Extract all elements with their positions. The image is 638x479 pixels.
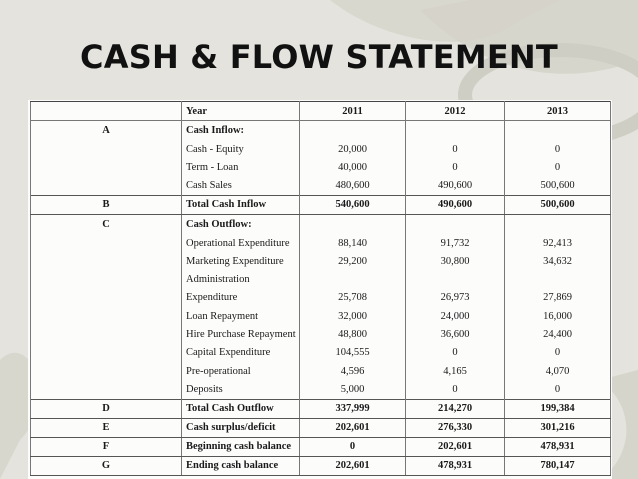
row-key-cell <box>31 252 182 270</box>
value-cell-2011 <box>300 270 406 288</box>
table-row <box>31 307 611 325</box>
row-key-cell <box>31 140 182 158</box>
row-key-cell <box>31 289 182 307</box>
value-cell-2012: 24,000 <box>406 307 505 325</box>
row-label-cell: Hire Purchase Repayment <box>182 325 300 343</box>
value-cell-2013: 0 <box>505 344 611 362</box>
table-row <box>31 158 611 176</box>
table-row <box>31 252 611 270</box>
value-cell-2011: 104,555 <box>300 344 406 362</box>
row-label-cell: Cash Inflow: <box>182 121 300 141</box>
value-cell-2013: 92,413 <box>505 234 611 252</box>
header-year-2013: 2013 <box>505 102 611 121</box>
value-cell-2012: 0 <box>406 380 505 399</box>
row-label-cell: Term - Loan <box>182 158 300 176</box>
row-key-cell <box>31 362 182 380</box>
table-row <box>31 140 611 158</box>
value-cell-2011: 32,000 <box>300 307 406 325</box>
value-cell-2013: 301,216 <box>505 418 611 437</box>
total-row <box>31 399 611 418</box>
value-cell-2013: 4,070 <box>505 362 611 380</box>
value-cell-2012: 0 <box>406 158 505 176</box>
total-row <box>31 456 611 475</box>
table-row <box>31 362 611 380</box>
value-cell-2013 <box>505 214 611 234</box>
value-cell-2013: 27,869 <box>505 289 611 307</box>
value-cell-2011: 40,000 <box>300 158 406 176</box>
value-cell-2012 <box>406 121 505 141</box>
row-label-cell: Total Cash Outflow <box>182 399 300 418</box>
table-header-row <box>31 102 611 121</box>
total-row <box>31 437 611 456</box>
value-cell-2012 <box>406 270 505 288</box>
header-key-cell <box>31 102 182 121</box>
value-cell-2013: 0 <box>505 140 611 158</box>
value-cell-2013 <box>505 121 611 141</box>
row-label-cell: Cash surplus/deficit <box>182 418 300 437</box>
row-key-cell: C <box>31 214 182 234</box>
value-cell-2012 <box>406 214 505 234</box>
value-cell-2013: 0 <box>505 380 611 399</box>
row-key-cell: G <box>31 456 182 475</box>
slide-title: CASH & FLOW STATEMENT <box>80 38 558 76</box>
value-cell-2011: 25,708 <box>300 289 406 307</box>
row-key-cell <box>31 158 182 176</box>
row-label-cell: Pre-operational <box>182 362 300 380</box>
row-label-cell: Expenditure <box>182 289 300 307</box>
total-row <box>31 195 611 214</box>
row-label-cell: Capital Expenditure <box>182 344 300 362</box>
row-key-cell: E <box>31 418 182 437</box>
value-cell-2012: 276,330 <box>406 418 505 437</box>
value-cell-2013: 24,400 <box>505 325 611 343</box>
row-label-cell: Administration <box>182 270 300 288</box>
value-cell-2011: 20,000 <box>300 140 406 158</box>
row-label-cell: Loan Repayment <box>182 307 300 325</box>
value-cell-2011: 5,000 <box>300 380 406 399</box>
value-cell-2012: 0 <box>406 344 505 362</box>
value-cell-2012: 202,601 <box>406 437 505 456</box>
value-cell-2012: 36,600 <box>406 325 505 343</box>
row-key-cell <box>31 307 182 325</box>
value-cell-2012: 0 <box>406 140 505 158</box>
value-cell-2012: 214,270 <box>406 399 505 418</box>
row-key-cell <box>31 270 182 288</box>
table-row <box>31 289 611 307</box>
table-row <box>31 270 611 288</box>
row-label-cell: Total Cash Inflow <box>182 195 300 214</box>
cash-flow-table-body <box>31 102 611 476</box>
header-year-2011: 2011 <box>300 102 406 121</box>
value-cell-2011: 88,140 <box>300 234 406 252</box>
row-label-cell: Cash Sales <box>182 177 300 196</box>
value-cell-2013: 780,147 <box>505 456 611 475</box>
row-label-cell: Operational Expenditure <box>182 234 300 252</box>
value-cell-2013: 34,632 <box>505 252 611 270</box>
row-key-cell: D <box>31 399 182 418</box>
section-row <box>31 214 611 234</box>
row-key-cell <box>31 344 182 362</box>
value-cell-2011: 540,600 <box>300 195 406 214</box>
value-cell-2012: 30,800 <box>406 252 505 270</box>
value-cell-2011 <box>300 214 406 234</box>
total-row <box>31 418 611 437</box>
row-label-cell: Deposits <box>182 380 300 399</box>
row-label-cell: Cash Outflow: <box>182 214 300 234</box>
row-label-cell: Beginning cash balance <box>182 437 300 456</box>
value-cell-2011: 0 <box>300 437 406 456</box>
value-cell-2013: 500,600 <box>505 195 611 214</box>
table-row <box>31 177 611 196</box>
table-row <box>31 380 611 399</box>
value-cell-2012: 91,732 <box>406 234 505 252</box>
row-key-cell: A <box>31 121 182 141</box>
value-cell-2012: 26,973 <box>406 289 505 307</box>
row-key-cell <box>31 177 182 196</box>
value-cell-2013: 199,384 <box>505 399 611 418</box>
value-cell-2011: 48,800 <box>300 325 406 343</box>
value-cell-2013: 0 <box>505 158 611 176</box>
table-row <box>31 325 611 343</box>
row-key-cell <box>31 380 182 399</box>
value-cell-2013 <box>505 270 611 288</box>
value-cell-2012: 490,600 <box>406 177 505 196</box>
row-key-cell <box>31 234 182 252</box>
row-key-cell: B <box>31 195 182 214</box>
value-cell-2011: 29,200 <box>300 252 406 270</box>
value-cell-2012: 490,600 <box>406 195 505 214</box>
value-cell-2013: 500,600 <box>505 177 611 196</box>
value-cell-2013: 478,931 <box>505 437 611 456</box>
table-row <box>31 234 611 252</box>
header-year-label: Year <box>182 102 300 121</box>
value-cell-2011: 480,600 <box>300 177 406 196</box>
value-cell-2011: 337,999 <box>300 399 406 418</box>
row-key-cell: F <box>31 437 182 456</box>
value-cell-2011: 4,596 <box>300 362 406 380</box>
row-label-cell: Marketing Expenditure <box>182 252 300 270</box>
cash-flow-table <box>30 101 611 476</box>
row-label-cell: Cash - Equity <box>182 140 300 158</box>
value-cell-2011: 202,601 <box>300 418 406 437</box>
header-year-2012: 2012 <box>406 102 505 121</box>
value-cell-2012: 478,931 <box>406 456 505 475</box>
row-key-cell <box>31 325 182 343</box>
row-label-cell: Ending cash balance <box>182 456 300 475</box>
value-cell-2013: 16,000 <box>505 307 611 325</box>
value-cell-2011 <box>300 121 406 141</box>
table-row <box>31 344 611 362</box>
value-cell-2011: 202,601 <box>300 456 406 475</box>
value-cell-2012: 4,165 <box>406 362 505 380</box>
section-row <box>31 121 611 141</box>
